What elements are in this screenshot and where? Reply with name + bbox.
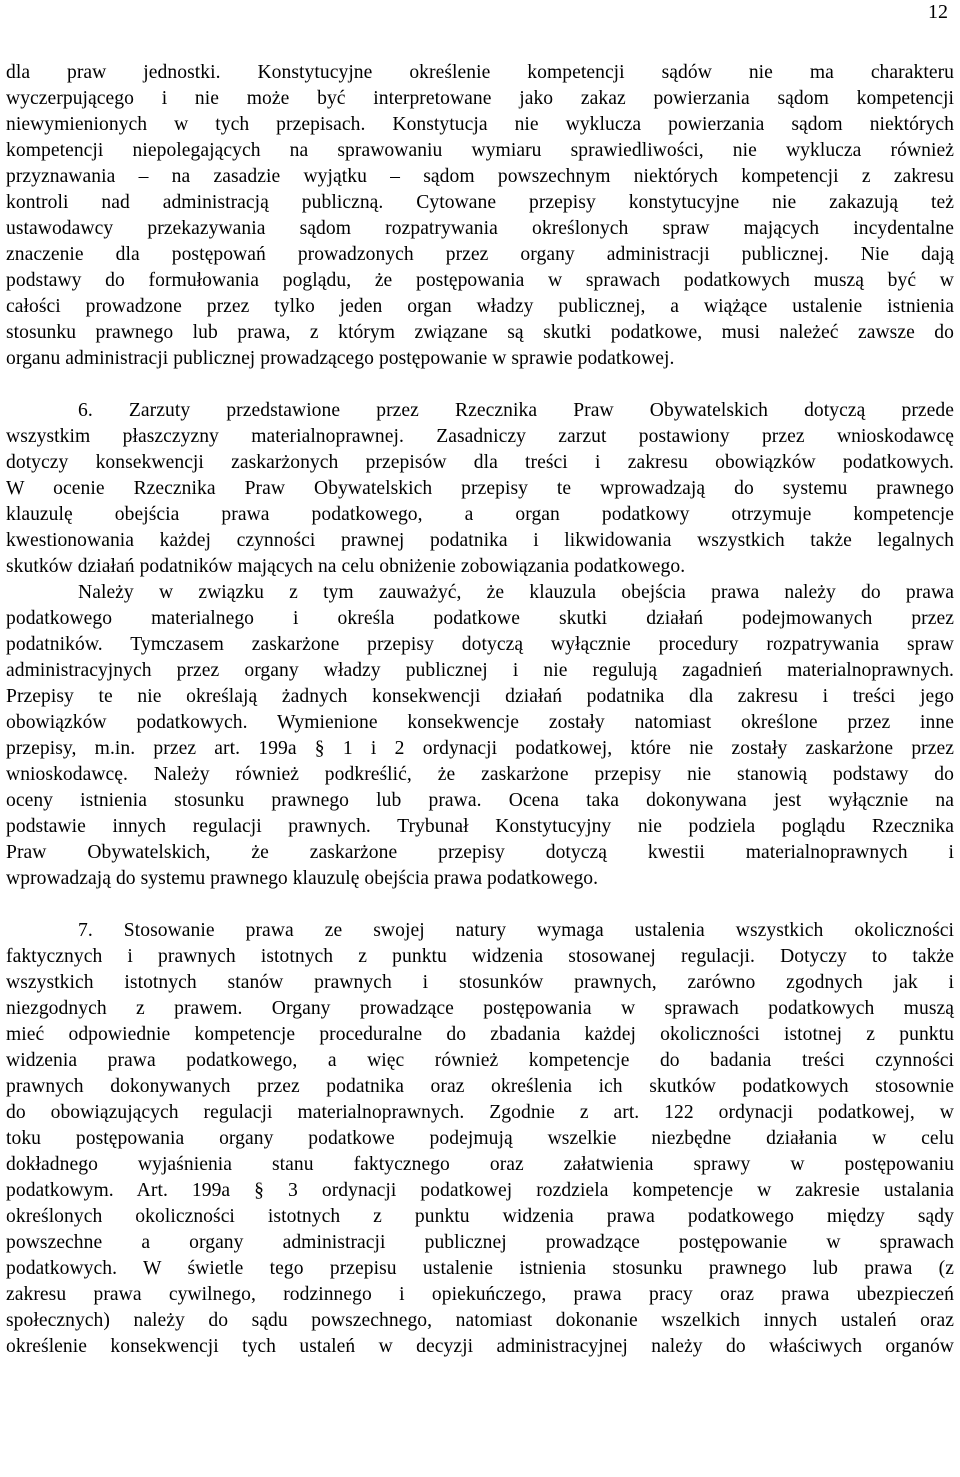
text-line: wnioskodawcę. Należy również podkreślić, że zaskarżone przepisy nie stanowią podstawy do [6,764,954,785]
text-line: kompetencji niepolegających na sprawowaniu wymiaru sprawiedliwości, nie wyklucza również [6,140,954,161]
text-line: 6. Zarzuty przedstawione przez Rzecznika Praw Obywatelskich dotyczą przede [78,400,954,421]
text-line: obowiązków podatkowych. Wymienione konsekwencje zostały natomiast określone przez inne [6,712,954,733]
text-line: niewymienionych w tych przepisach. Konstytucja nie wyklucza powierzania sądom niektórych [6,114,954,135]
text-line: prawnych dokonywanych przez podatnika oraz określenia ich skutków podatkowych stosownie [6,1076,954,1097]
text-line: oceny istnienia stosunku prawnego lub prawa. Ocena taka dokonywana jest wyłącznie na [6,790,954,811]
text-line: wyczerpującego i nie może być interpretowane jako zakaz powierzania sądom kompetencji [6,88,954,109]
text-line: dla praw jednostki. Konstytucyjne określenie kompetencji sądów nie ma charakteru [6,62,954,83]
text-line: przyznawania – na zasadzie wyjątku – sądom powszechnym niektórych kompetencji z zakresu [6,166,954,187]
text-line: stosunku prawnego lub prawa, z którym związane są skutki podatkowe, musi należeć zawsze do [6,322,954,343]
text-line: przepisy, m.in. przez art. 199a § 1 i 2 ordynacji podatkowej, które nie zostały zaskarżone przez [6,738,954,759]
text-line: całości prowadzone przez tylko jeden organ władzy publicznej, a wiążące ustalenie istnienia [6,296,954,317]
text-line: określenie konsekwencji tych ustaleń w decyzji administracyjnej należy do właściwych organów [6,1336,954,1357]
text-line: podatkowego materialnego i określa podatkowe skutki działań podejmowanych przez [6,608,954,629]
document-body [6,60,954,1360]
text-line: wszystkich istotnych stanów prawnych i stosunków prawnych, zarówno zgodnych jak i [6,972,954,993]
text-line: Należy w związku z tym zauważyć, że klauzula obejścia prawa należy do prawa [78,582,954,603]
page-number: 12 [928,1,948,23]
paragraph-spacer [6,372,954,398]
text-line: toku postępowania organy podatkowe podejmują wszelkie niezbędne działania w celu [6,1128,954,1149]
text-line: do obowiązujących regulacji materialnoprawnych. Zgodnie z art. 122 ordynacji podatkowej, w [6,1102,954,1123]
paragraph-point-6 [6,398,954,580]
text-line: określonych okoliczności istotnych z punktu widzenia prawa podatkowego między sądy [6,1206,954,1227]
text-line: powszechne a organy administracji publicznej prowadzące postępowanie w sprawach [6,1232,954,1253]
text-line: dokładnego wyjaśnienia stanu faktycznego oraz załatwienia sprawy w postępowaniu [6,1154,954,1175]
text-line: administracyjnych przez organy władzy publicznej i nie regulują zagadnień materialnoprawnych. [6,660,954,681]
text-line: kwestionowania każdej czynności prawnej podatnika i likwidowania wszystkich także legalnych [6,530,954,551]
paragraph [6,580,954,892]
text-line: Przepisy te nie określają żadnych konsekwencji działań podatnika dla zakresu i treści jego [6,686,954,707]
text-line: podstawie innych regulacji prawnych. Trybunał Konstytucyjny nie podziela poglądu Rzecznika [6,816,954,837]
text-line: kontroli nad administracją publiczną. Cytowane przepisy konstytucyjne nie zakazują też [6,192,954,213]
text-line: ustawodawcy przekazywania sądom rozpatrywania określonych spraw mających incydentalne [6,218,954,239]
text-line: niezgodnych z prawem. Organy prowadzące postępowania w sprawach podatkowych muszą [6,998,954,1019]
text-line: klauzulę obejścia prawa podatkowego, a organ podatkowy otrzymuje kompetencje [6,504,954,525]
text-line: skutków działań podatników mających na celu obniżenie zobowiązania podatkowego. [6,556,686,577]
text-line: społecznych) należy do sądu powszechnego, natomiast dokonanie wszelkich innych ustaleń oraz [6,1310,954,1331]
text-line: Praw Obywatelskich, że zaskarżone przepisy dotyczą kwestii materialnoprawnych i [6,842,954,863]
text-line: podatkowym. Art. 199a § 3 ordynacji podatkowej rozdziela kompetencje w zakresie ustalania [6,1180,954,1201]
text-line: W ocenie Rzecznika Praw Obywatelskich przepisy te wprowadzają do systemu prawnego [6,478,954,499]
text-line: widzenia prawa podatkowego, a więc również kompetencje do badania treści czynności [6,1050,954,1071]
text-line: podstawy do formułowania poglądu, że postępowania w sprawach podatkowych muszą być w [6,270,954,291]
text-line: zakresu prawa cywilnego, rodzinnego i opiekuńczego, prawa pracy oraz prawa ubezpieczeń [6,1284,954,1305]
paragraph-spacer [6,892,954,918]
text-line: 7. Stosowanie prawa ze swojej natury wymaga ustalenia wszystkich okoliczności [78,920,954,941]
paragraph-point-7 [6,918,954,1360]
text-line: dotyczy konsekwencji zaskarżonych przepisów dla treści i zakresu obowiązków podatkowych. [6,452,954,473]
text-line: wprowadzają do systemu prawnego klauzulę obejścia prawa podatkowego. [6,868,599,889]
text-line: wszystkim płaszczyzny materialnoprawnej. Zasadniczy zarzut postawiony przez wnioskodawcę [6,426,954,447]
text-line: organu administracji publicznej prowadzącego postępowanie w sprawie podatkowej. [6,348,675,369]
text-line: podatników. Tymczasem zaskarżone przepisy dotyczą wyłącznie procedury rozpatrywania spraw [6,634,954,655]
text-line: faktycznych i prawnych istotnych z punktu widzenia stosowanej regulacji. Dotyczy to także [6,946,954,967]
paragraph [6,60,954,372]
text-line: znaczenie dla postępowań prowadzonych przez organy administracji publicznej. Nie dają [6,244,954,265]
text-line: mieć odpowiednie kompetencje proceduralne do zbadania każdej okoliczności istotnej z punktu [6,1024,954,1045]
text-line: podatkowych. W świetle tego przepisu ustalenie istnienia stosunku prawnego lub prawa (z [6,1258,954,1279]
